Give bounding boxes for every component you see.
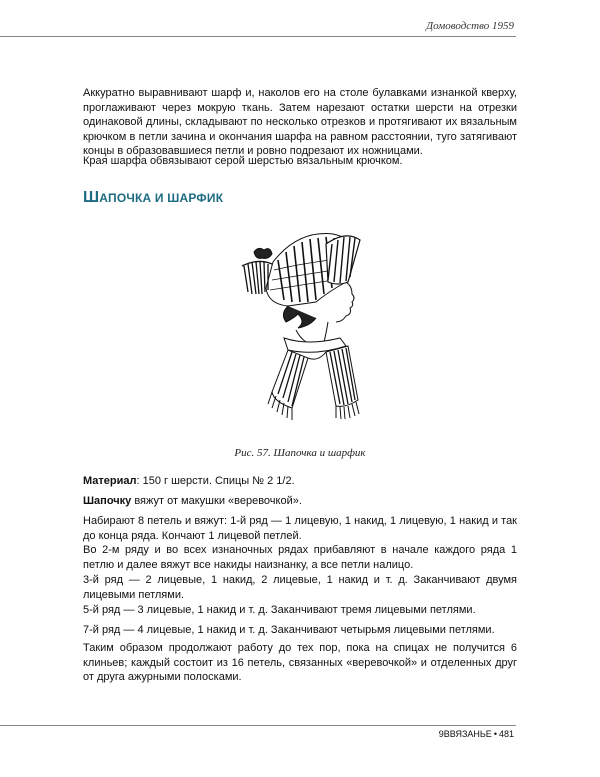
section-title [83, 189, 223, 207]
instruction-paragraph-8: Таким образом продолжают работу до тех пор, пока на спицах не получится 6 клиньев; каждый состоит из 16 петель, связанных «веревочкой» и отделенных друг от друга ажурными полосками. [83, 642, 517, 683]
page-number: 481 [498, 729, 514, 739]
knitted-cap-drawing [242, 234, 360, 306]
instruction-paragraph-4: Во 2-м ряду и во всех изнаночных рядах прибавляют в начале каждого ряда 1 петлю и далее вяжут все накиды наизнанку, а все петли налицо. [83, 544, 517, 571]
instruction-paragraph-5: 3-й ряд — 2 лицевые, 1 накид, 2 лицевые, 1 накид и т. д. Заканчивают двумя лицевыми петлями. [83, 574, 517, 601]
footer-section-name: 9ВВЯЗАНЬЕ [438, 729, 492, 739]
material-line [83, 474, 517, 489]
knitted-scarf-drawing [268, 338, 359, 420]
section-title-initial: Ш [83, 189, 100, 206]
intro-paragraph-1: Аккуратно выравнивают шарф и, наколов его на столе булавками изнанкой кверху, проглаживают через мокрую ткань. Затем нарезают остатки шерсти на отрезки одинаковой длины, складывают по несколько отрезков и протягивают их вязальным крючком в петли зачина и окончания шарфа на равном расстоянии, туго затягивают концы в образовавшиеся петли и ровно подрезают их ножницами. [83, 87, 517, 157]
instruction-paragraph-3: Набирают 8 петель и вяжут: 1-й ряд — 1 лицевую, 1 накид, 1 лицевую, 1 накид и так до конца ряда. Кончают 1 лицевой петлей. [83, 515, 517, 542]
figure-caption: Рис. 57. Шапочка и шарфик [234, 447, 366, 459]
cap-line [83, 494, 517, 509]
cap-label: Шапочку [83, 495, 132, 507]
material-label: Материал [83, 475, 137, 487]
material-text: : 150 г шерсти. Спицы № 2 1/2. [136, 475, 295, 487]
header-divider [0, 36, 516, 37]
running-header: Домоводство 1959 [426, 20, 514, 32]
footer-divider [0, 725, 516, 726]
intro-paragraph-2: Края шарфа обвязывают серой шерстью вязальным крючком. [83, 155, 403, 167]
page-footer [439, 729, 514, 739]
section-title-rest: АПОЧКА И ШАРФИК [99, 191, 224, 205]
cap-text: вяжут от макушки «веревочкой». [131, 495, 302, 507]
footer-bullet: • [493, 729, 497, 739]
instruction-paragraph-6: 5-й ряд — 3 лицевые, 1 накид и т. д. Заканчивают тремя лицевыми петлями. [83, 604, 476, 616]
instruction-paragraph-7: 7-й ряд — 4 лицевые, 1 накид и т. д. Заканчивают четырьмя лицевыми петлями. [83, 624, 495, 636]
cap-and-scarf-illustration [228, 222, 388, 432]
